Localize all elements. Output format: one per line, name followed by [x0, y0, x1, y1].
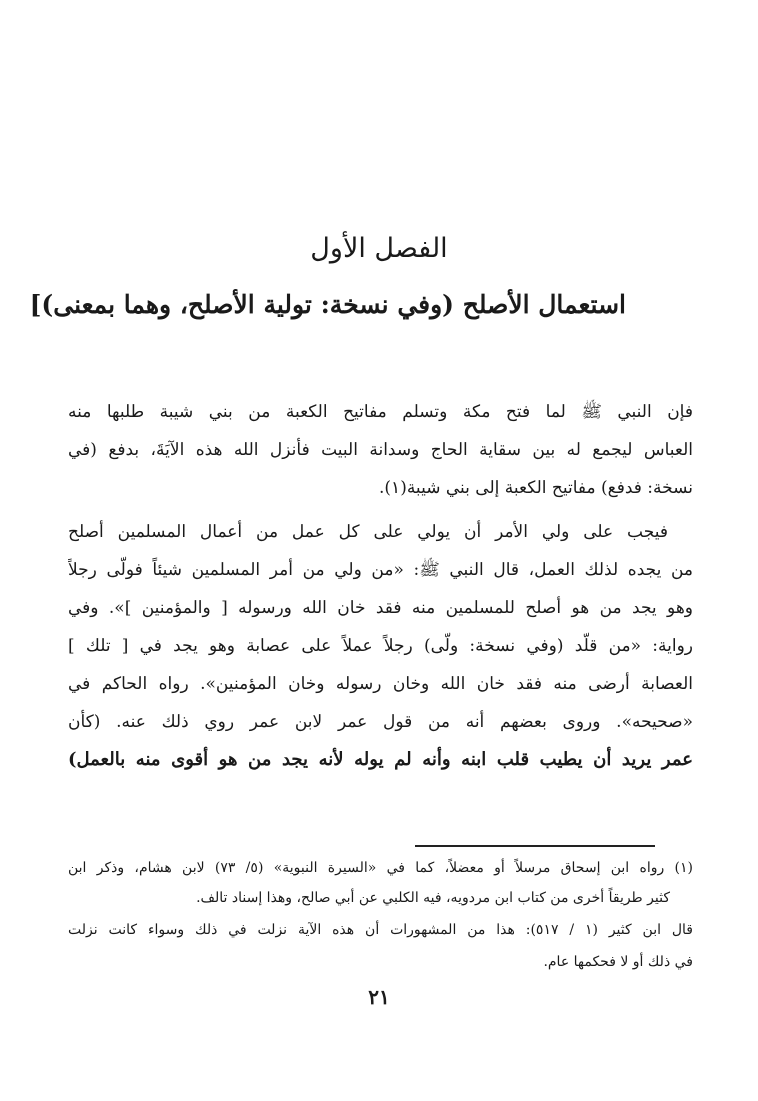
paragraph-line: وهو يجد من هو أصلح للمسلمين منه فقد خان الله ورسوله [ والمؤمنين ]». وفي — [68, 598, 693, 618]
chapter-title: الفصل الأول — [310, 233, 448, 264]
paragraph-line: فإن النبي ﷺ لما فتح مكة وتسلم مفاتيح الكعبة من بني شيبة طلبها منه — [68, 402, 693, 422]
paragraph-line: رواية: «من قلّد (وفي نسخة: ولّى) رجلاً عملاً على عصابة وهو يجد في [ تلك ] — [68, 636, 693, 656]
section-title: استعمال الأصلح (وفي نسخة: تولية الأصلح، وهما بمعنى)] — [29, 290, 626, 319]
paragraph-line: عمر يريد أن يطيب قلب ابنه وأنه لم يوله لأنه يجد من هو أقوى منه بالعمل) — [68, 749, 693, 770]
footnote-line: كثير طريقاً أخرى من كتاب ابن مردويه، فيه الكلبي عن أبي صالح، وهذا إسناد تالف. — [196, 890, 670, 906]
paragraph-line: العصابة أرضى منه فقد خان الله وخان رسوله وخان المؤمنين». رواه الحاكم في — [68, 674, 693, 694]
paragraph-line: العباس ليجمع له بين سقاية الحاج وسدانة البيت فأنزل الله هذه الآيَةَ، بدفع (في — [68, 440, 693, 460]
paragraph-line: «صحيحه». وروى بعضهم أنه من قول عمر لابن عمر روي ذلك عنه. (كأن — [68, 712, 693, 732]
paragraph-line: من يجده لذلك العمل، قال النبي ﷺ: «من ولي من أمر المسلمين شيئاً فولّى رجلاً — [68, 560, 693, 580]
paragraph-line: فيجب على ولي الأمر أن يولي على كل عمل من أعمال المسلمين أصلح — [68, 522, 668, 542]
footnote-line: (١) رواه ابن إسحاق مرسلاً أو معضلاً، كما في «السيرة النبوية» (٥/ ٧٣) لابن هشام، وذكر ابن — [68, 860, 693, 876]
page-number: ٢١ — [368, 985, 390, 1009]
footnote-divider — [415, 845, 655, 847]
footnote-line: قال ابن كثير (١ / ٥١٧): هذا من المشهورات أن هذه الآية نزلت في ذلك وسواء كانت نزلت — [68, 922, 693, 938]
footnote-line: في ذلك أو لا فحكمها عام. — [543, 954, 693, 970]
paragraph-line: نسخة: فدفع) مفاتيح الكعبة إلى بني شيبة(١). — [379, 478, 693, 498]
